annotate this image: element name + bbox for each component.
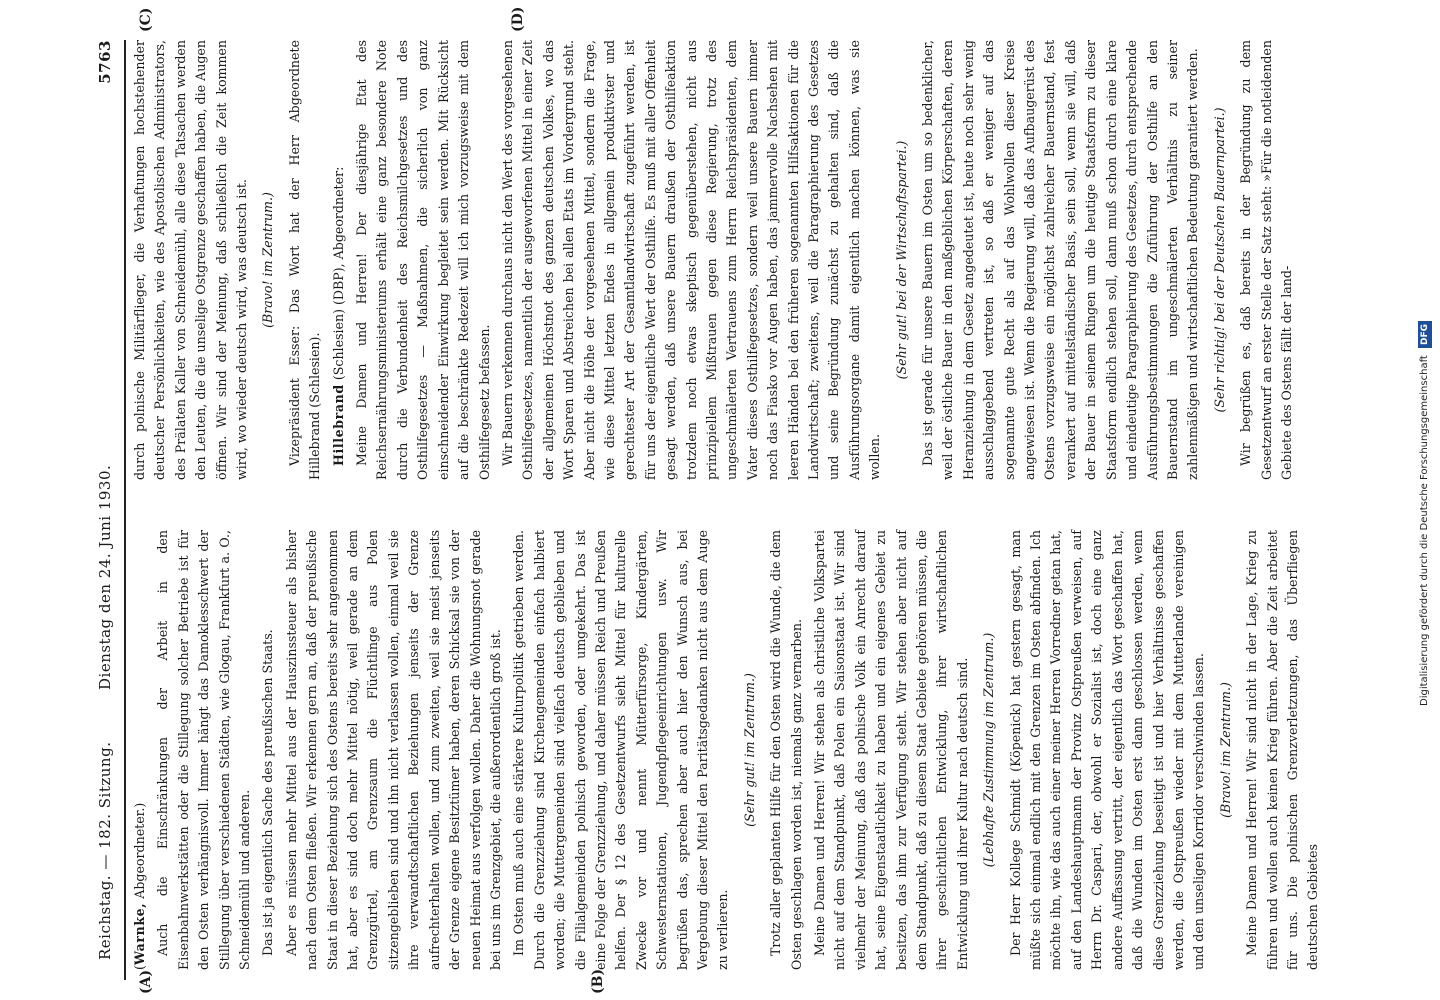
paragraph: durch polnische Militärflieger, die Verhaftungen hochstehender deutscher Persönlichkeiten, wie des Apostolischen Administrators, des Prälaten Kaller von Schneidemühl, alle diese Tatsachen werden den Leuten, die die unselige Ostgrenze geschaffen haben, die Augen öffnen. Wir sind der Meinung, daß schließlich die Zeit kommen wird, wo wieder deutsch wird, was deutsch ist. <box>132 40 250 480</box>
header-date: Dienstag den 24. Juni 1930. <box>96 464 114 690</box>
paragraph: Wir Bauern verkennen durchaus nicht den Wert des vorgesehenen Osthilfegesetzes, namentlich der ausgeworfenen Mittel in einer Zeit der allgemeinen Höchstnot des ganzen deutschen Volkes, wo das Wort Sparen und Abstreichen bei allen Etats im Vordergrund steht. Aber nicht die Höhe der vorgesehenen Mittel, sondern die Frage, wie diese Mittel letzten Endes in allgemein produktivster und gerechtester Art der Gesamtlandwirtschaft zugeführt werden, ist für uns der eigentliche Wert der Osthilfe. Es muß mit aller Offenheit gesagt werden, daß unsere Bauern draußen der Osthilfeaktion trotzdem noch etwas skeptisch gegenüberstehen, nicht aus prinzipiellem Mißtrauen gegen diese Regierung, trotz des ungeschmälerten Vertrauens zum Herrn Reichspräsidenten, dem Vater dieses Osthilfegesetzes, sondern weil unsere Bauern immer noch das Fiasko vor Augen haben, das jammervolle Nachsehen mit leeren Händen bei den früheren sogenannten Hilfsaktionen für die Landwirtschaft; zweitens, weil die Paragraphierung des Gesetzes und seine Begründung zunächst zu gehalten sind, daß die Ausführungsorgane damit eigentlich machen können, was sie wollen. <box>499 40 883 480</box>
paragraph: Wir begrüßen es, daß bereits in der Begründung zu dem Gesetzentwurf an erster Stelle der Satz steht: »Für die notleidenden Gebiete des Ostens fällt der land- <box>1238 40 1294 480</box>
interjection: (Sehr gut! im Zentrum.) <box>741 673 757 827</box>
digitization-credit <box>1418 16 1432 706</box>
header-session: Reichstag. — 182. Sitzung. <box>96 741 114 960</box>
interjection: (Lebhafte Zustimmung im Zentrum.) <box>981 632 997 868</box>
margin-letter-c: (C) <box>138 7 154 32</box>
dfg-logo: DFG <box>1418 321 1432 348</box>
speaker-role: Abgeordneter.) <box>132 802 147 899</box>
margin-letter-b: (B) <box>590 968 606 994</box>
interjection: (Bravo! im Zentrum.) <box>260 192 276 328</box>
paragraph: Der Herr Kollege Schmidt (Köpenick) hat gestern gesagt, man müßte sich einmal endlich mit den Grenzen im Osten abfinden. Ich möchte ihn, wie das auch einer meiner Herren Vorredner getan hat, auf den Landeshauptmann der Provinz Ostpreußen verweisen, auf Herrn Dr. Caspari, der, obwohl er Sozialist ist, doch eine ganz andere Auffassung vertritt, der eigentlich das Wort geschaffen hat, daß die Wunden im Osten erst dann geschlossen werden, wenn diese Grenzziehung beseitigt ist und hier Verhältnisse geschaffen werden, die Ostpreußen wieder mit dem Mutterlande vereinigen und den unseligen Korridor verschwinden lassen. <box>1007 530 1207 970</box>
speaker-line <box>329 40 349 480</box>
interjection: (Bravo! im Zentrum.) <box>1217 682 1233 818</box>
paragraph: Vizepräsident Esser: Das Wort hat der Herr Abgeordnete Hillebrand (Schlesien). <box>286 40 323 480</box>
margin-letter-a: (A) <box>138 969 154 994</box>
left-column <box>130 530 1321 970</box>
page-header <box>90 40 122 980</box>
document-page <box>90 0 1440 1000</box>
speaker-name: Hillebrand <box>330 384 346 466</box>
margin-letter-d: (D) <box>510 6 526 32</box>
speaker-role: (Schlesien) (DBP), Abgeordneter: <box>330 166 346 381</box>
paragraph: Meine Damen und Herren! Wir stehen als christliche Volkspartei nicht auf dem Standpunkt, daß Polen ein Saisonstaat ist. Wir sind vielmehr der Meinung, daß das polnische Volk ein Anrecht darauf hat, seine Eigenstaatlichkeit zu haben und ein eigenes Gebiet zu besitzen, das ihm zur Verfügung steht. Wir stehen aber nicht auf dem Standpunkt, daß zu diesem Staat Gebiete gehören müssen, die ihrer geschichtlichen Entwicklung, ihrer wirtschaftlichen Entwicklung und ihrer Kultur nach deutsch sind. <box>812 530 970 970</box>
page-number: 5763 <box>96 40 114 84</box>
paragraph: Meine Damen und Herren! Wir sind nicht in der Lage, Krieg zu führen und wollen auch keinen Krieg führen. Aber die Zeit arbeitet für uns. Die polnischen Grenzverletzungen, das Überfliegen deutschen Gebietes <box>1244 530 1321 970</box>
header-rule <box>124 40 126 980</box>
interjection: (Sehr gut! bei der Wirtschaftspartei.) <box>893 140 909 380</box>
digitization-note: Digitalisierung gefördert durch die Deutsche Forschungsgemeinschaft <box>1419 355 1430 706</box>
right-column <box>130 40 1294 480</box>
paragraph: Auch die Einschränkungen der Arbeit in den Eisenbahnwerkstätten oder die Stillegung solcher Betriebe ist für den Osten verhängnisvoll. Immer hängt das Damoklesschwert der Stillegung über verschiedenen Städten, wie Glogau, Frankfurt a. O., Schneidemühl und anderen. <box>155 530 253 970</box>
speaker-name: Warnke, <box>132 902 147 966</box>
paragraph: Trotz aller geplanten Hilfe für den Osten wird die Wunde, die dem Osten geschlagen worden ist, niemals ganz vernarben. <box>768 530 804 970</box>
paragraph: Das ist ja eigentlich Sache des preußischen Staats. <box>260 629 276 956</box>
paragraph: Das ist gerade für unsere Bauern im Osten um so bedenklicher, weil der östliche Bauer in den maßgeblichen Körperschaften, deren Heranziehung in dem Gesetz angedeutet ist, heute noch sehr wenig ausschlaggebend vertreten ist, so daß er weniger auf das sogenannte gute Recht als auf das Wohlwollen dieser Kreise angewiesen ist. Wenn die Regierung will, daß das Aufbaugerüst des Ostens vorzugsweise ein möglichst zahlreicher Bauernstand, fest verankert auf mittelständischer Basis, sein soll, wenn sie will, daß der Bauer in seinem Ringen um die heutige Staatsform zu dieser Staatsform endlich stehen soll, dann muß schon durch eine klare und eindeutige Paragraphierung des Gesetzes, durch entsprechende Ausführungsbestimmungen die Zuführung der Osthilfe an den Bauernstand im ungeschmälerten Verhältnis zu seiner zahlenmäßigen und wirtschaftlichen Bedeutung garantiert werden. <box>920 40 1201 480</box>
paragraph: Aber es müssen mehr Mittel aus der Hauszinssteuer als bisher nach dem Osten fließen. Wir erkennen gern an, daß der preußische Staat in dieser Beziehung sich des Ostens bereits sehr angenommen hat, aber es sind doch mehr Mittel nötig, weil gerade an dem Grenzgürtel, am Grenzsaum die Flüchtlinge aus Polen sitzengeblieben sind und ihn nicht verlassen wollen, einmal weil sie ihre verwandtschaftlichen Beziehungen jenseits der Grenze aufrechterhalten wollen, und zum zweiten, weil sie meist jenseits der Grenze eigene Besitztümer haben, deren Schicksal sie von der neuen Heimat aus verfolgen wollen. Daher die Wohnungsnot gerade bei uns im Grenzgebiet, die außerordentlich groß ist. <box>283 530 503 970</box>
interjection: (Sehr richtig! bei der Deutschen Bauernpartei.) <box>1211 107 1227 413</box>
speaker-line: (Warnke, Abgeordneter.) <box>132 802 147 970</box>
paragraph: Im Osten muß auch eine stärkere Kulturpolitik getrieben werden. Durch die Grenzziehung sind Kirchengemeinden einfach halbiert worden; die Muttergemeinden sind vielfach deutsch geblieben und die Filialgemeinden polnisch geworden, oder umgekehrt. Das ist eine Folge der Grenzziehung, und daher müssen Reich und Preußen helfen. Der § 12 des Gesetzentwurfs sieht Mittel für kulturelle Zwecke vor und nennt Mütterfürsorge, Kindergärten, Schwesternstationen, Jugendpflegeeinrichtungen usw. Wir begrüßen das, sprechen aber auch hier den Wunsch aus, bei Vergebung dieser Mittel den Paritätsgedanken nicht aus dem Auge zu verlieren. <box>511 530 731 970</box>
paragraph: Meine Damen und Herren! Der diesjährige Etat des Reichsernährungsministeriums erhält eine ganz besondere Note durch die Verbundenheit des Reichsmilchgesetzes und des Osthilfegesetzes — Maßnahmen, die sicherlich von ganz einschneidender Einwirkung begleitet sein werden. Mit Rücksicht auf die beschränkte Redezeit will ich mich vorzugsweise mit dem Osthilfegesetz befassen. <box>354 40 492 480</box>
